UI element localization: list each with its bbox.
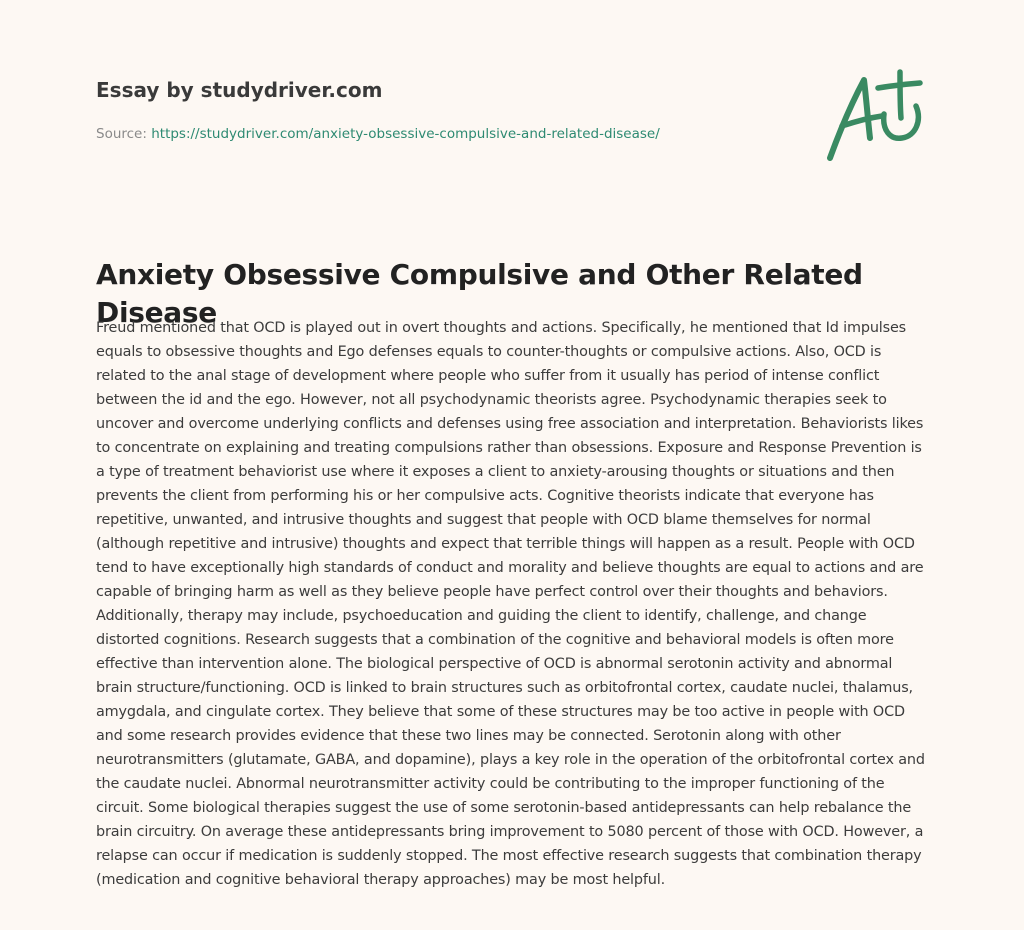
source-link[interactable]: https://studydriver.com/anxiety-obsessive-compulsive-and-related-disease/ [151, 126, 660, 142]
source-label: Source: [96, 126, 147, 142]
source-line [96, 124, 796, 144]
page-header [96, 76, 796, 144]
essay-body: Freud mentioned that OCD is played out in overt thoughts and actions. Specifically, he mentioned that Id impulses equals to obsessive thoughts and Ego defenses equals to counter-thoughts or compulsive actions. Also, OCD is related to the anal stage of development where people who suffer from it usually has period of intense conflict between the id and the ego. However, not all psychodynamic theorists agree. Psychodynamic therapies seek to uncover and overcome underlying conflicts and defenses using free association and interpretation. Behaviorists likes to concentrate on explaining and treating compulsions rather than obsessions. Exposure and Response Prevention is a type of treatment behaviorist use where it exposes a client to anxiety-arousing thoughts or situations and then prevents the client from performing his or her compulsive acts. Cognitive theorists indicate that everyone has repetitive, unwanted, and intrusive thoughts and suggest that people with OCD blame themselves for normal (although repetitive and intrusive) thoughts and expect that terrible things will happen as a result. People with OCD tend to have exceptionally high standards of conduct and morality and believe thoughts are equal to actions and are capable of bringing harm as well as they believe people have perfect control over their thoughts and behaviors. Additionally, therapy may include, psychoeducation and guiding the client to identify, challenge, and change distorted cognitions. Research suggests that a combination of the cognitive and behavioral models is often more effective than intervention alone. The biological perspective of OCD is abnormal serotonin activity and abnormal brain structure/functioning. OCD is linked to brain structures such as orbitofrontal cortex, caudate nuclei, thalamus, amygdala, and cingulate cortex. They believe that some of these structures may be too active in people with OCD and some research provides evidence that these two lines may be connected. Serotonin along with other neurotransmitters (glutamate, GABA, and dopamine), plays a key role in the operation of the orbitofrontal cortex and the caudate nuclei. Abnormal neurotransmitter activity could be contributing to the improper functioning of the circuit. Some biological therapies suggest the use of some serotonin-based antidepressants can help rebalance the brain circuitry. On average these antidepressants bring improvement to 5080 percent of those with OCD. However, a relapse can occur if medication is suddenly stopped. The most effective research suggests that combination therapy (medication and cognitive behavioral therapy approaches) may be most helpful. [96, 320, 925, 888]
essay-title: Anxiety Obsessive Compulsive and Other Related Disease [96, 258, 863, 329]
a-plus-logo-icon [820, 66, 930, 166]
brand-title: Essay by studydriver.com [96, 78, 383, 102]
